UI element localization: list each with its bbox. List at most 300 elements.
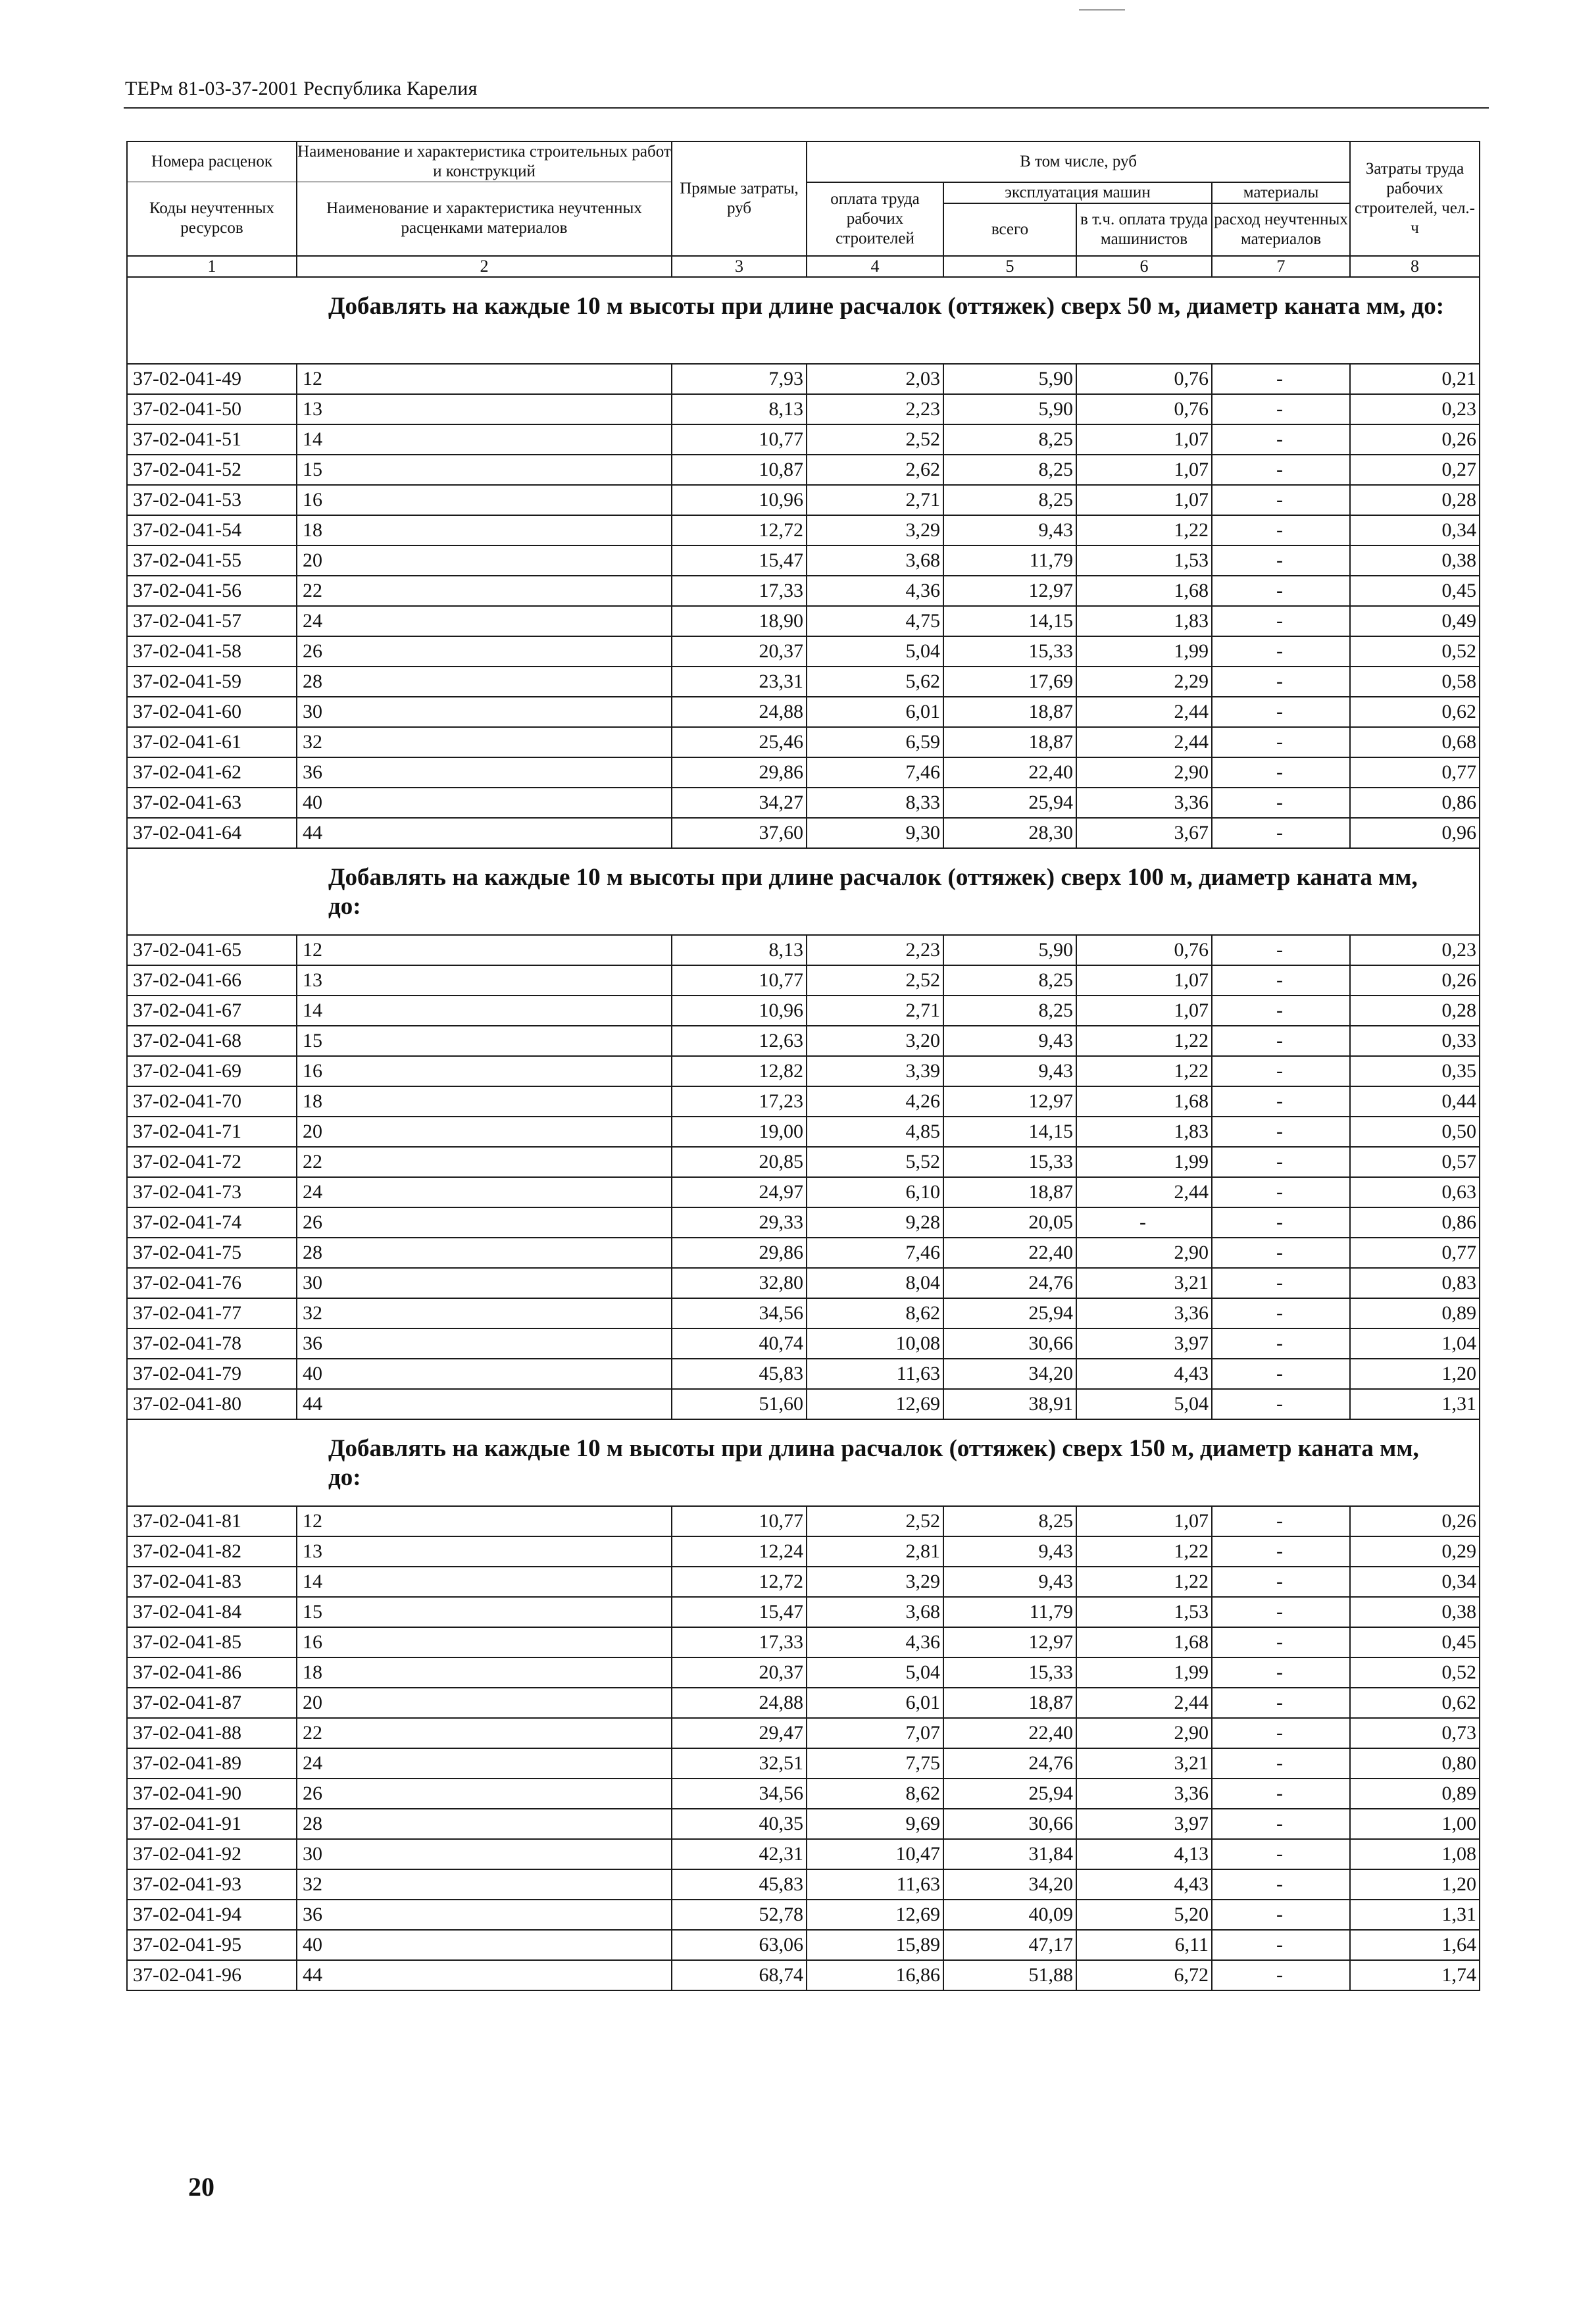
labor-costs-cell: 1,31 [1350,1389,1480,1419]
materials-cell: - [1212,1718,1350,1748]
labor-costs-cell: 0,52 [1350,1657,1480,1688]
worker-wages-cell: 2,71 [807,485,943,515]
table-row [127,1960,1480,1990]
operator-wages-cell: 3,21 [1076,1268,1212,1298]
machines-total-cell: 22,40 [943,757,1076,788]
materials-cell: - [1212,1779,1350,1809]
worker-wages-cell: 4,36 [807,1627,943,1657]
table-row [127,788,1480,818]
materials-cell: - [1212,1147,1350,1177]
materials-cell: - [1212,424,1350,455]
materials-cell: - [1212,1359,1350,1389]
operator-wages-cell: 2,44 [1076,727,1212,757]
machines-total-cell: 22,40 [943,1238,1076,1268]
labor-costs-cell: 0,38 [1350,545,1480,576]
labor-costs-cell: 0,73 [1350,1718,1480,1748]
materials-cell: - [1212,1657,1350,1688]
rate-code-cell: 37-02-041-52 [127,455,297,485]
scan-artifact-line [1079,9,1125,11]
labor-costs-cell: 0,34 [1350,1567,1480,1597]
materials-cell: - [1212,1839,1350,1869]
rope-diameter-cell: 26 [297,636,672,667]
materials-cell: - [1212,364,1350,394]
labor-costs-cell: 0,86 [1350,788,1480,818]
direct-costs-cell: 24,88 [672,1688,807,1718]
labor-costs-cell: 0,33 [1350,1026,1480,1056]
table-row [127,1268,1480,1298]
direct-costs-cell: 29,86 [672,1238,807,1268]
materials-cell: - [1212,818,1350,848]
column-number: 7 [1212,256,1350,277]
worker-wages-cell: 6,59 [807,727,943,757]
machines-total-cell: 25,94 [943,1779,1076,1809]
rate-code-cell: 37-02-041-58 [127,636,297,667]
machines-total-cell: 8,25 [943,455,1076,485]
machines-total-cell: 15,33 [943,1657,1076,1688]
machines-total-cell: 9,43 [943,1536,1076,1567]
labor-costs-cell: 0,62 [1350,697,1480,727]
worker-wages-cell: 8,62 [807,1779,943,1809]
rope-diameter-cell: 20 [297,1117,672,1147]
direct-costs-cell: 10,77 [672,424,807,455]
operator-wages-cell: 1,07 [1076,485,1212,515]
header-worker-wages: оплата труда рабочих строителей [807,182,943,256]
direct-costs-cell: 12,82 [672,1056,807,1086]
table-row [127,1026,1480,1056]
direct-costs-cell: 20,37 [672,1657,807,1688]
rope-diameter-cell: 16 [297,1056,672,1086]
materials-cell: - [1212,455,1350,485]
rate-code-cell: 37-02-041-82 [127,1536,297,1567]
labor-costs-cell: 0,45 [1350,576,1480,606]
rate-code-cell: 37-02-041-71 [127,1117,297,1147]
direct-costs-cell: 40,35 [672,1809,807,1839]
materials-cell: - [1212,1207,1350,1238]
worker-wages-cell: 9,69 [807,1809,943,1839]
materials-cell: - [1212,1597,1350,1627]
machines-total-cell: 5,90 [943,394,1076,424]
worker-wages-cell: 2,23 [807,935,943,965]
direct-costs-cell: 68,74 [672,1960,807,1990]
direct-costs-cell: 10,96 [672,485,807,515]
worker-wages-cell: 5,04 [807,1657,943,1688]
machines-total-cell: 22,40 [943,1718,1076,1748]
rate-code-cell: 37-02-041-76 [127,1268,297,1298]
table-row [127,1328,1480,1359]
machines-total-cell: 9,43 [943,1056,1076,1086]
rope-diameter-cell: 22 [297,1718,672,1748]
table-row [127,455,1480,485]
table-row [127,667,1480,697]
column-number: 8 [1350,256,1480,277]
materials-cell: - [1212,636,1350,667]
table-row [127,727,1480,757]
direct-costs-cell: 10,87 [672,455,807,485]
rate-code-cell: 37-02-041-77 [127,1298,297,1328]
header-material-name: Наименование и характеристика неучтенных расценками материалов [297,182,672,256]
machines-total-cell: 30,66 [943,1328,1076,1359]
rope-diameter-cell: 12 [297,935,672,965]
machines-total-cell: 31,84 [943,1839,1076,1869]
direct-costs-cell: 12,63 [672,1026,807,1056]
worker-wages-cell: 2,81 [807,1536,943,1567]
rope-diameter-cell: 26 [297,1207,672,1238]
labor-costs-cell: 0,23 [1350,394,1480,424]
header-labor-costs: Затраты труда рабочих строителей, чел.-ч [1350,141,1480,256]
rate-code-cell: 37-02-041-59 [127,667,297,697]
materials-cell: - [1212,1869,1350,1900]
operator-wages-cell: - [1076,1207,1212,1238]
direct-costs-cell: 32,80 [672,1268,807,1298]
materials-cell: - [1212,1298,1350,1328]
machines-total-cell: 38,91 [943,1389,1076,1419]
direct-costs-cell: 29,33 [672,1207,807,1238]
rate-code-cell: 37-02-041-85 [127,1627,297,1657]
rate-code-cell: 37-02-041-74 [127,1207,297,1238]
machines-total-cell: 24,76 [943,1748,1076,1779]
machines-total-cell: 34,20 [943,1359,1076,1389]
operator-wages-cell: 1,53 [1076,545,1212,576]
materials-cell: - [1212,697,1350,727]
table-row [127,935,1480,965]
worker-wages-cell: 8,04 [807,1268,943,1298]
rope-diameter-cell: 30 [297,1839,672,1869]
rate-code-cell: 37-02-041-92 [127,1839,297,1869]
table-row [127,1207,1480,1238]
labor-costs-cell: 0,58 [1350,667,1480,697]
operator-wages-cell: 0,76 [1076,364,1212,394]
rope-diameter-cell: 24 [297,1748,672,1779]
operator-wages-cell: 1,68 [1076,1627,1212,1657]
rate-code-cell: 37-02-041-57 [127,606,297,636]
header-rule [124,107,1489,109]
table-row [127,424,1480,455]
rate-code-cell: 37-02-041-69 [127,1056,297,1086]
header-material-consumption: расход неучтенных материалов [1212,203,1350,256]
direct-costs-cell: 12,24 [672,1536,807,1567]
table-row [127,1597,1480,1627]
rate-code-cell: 37-02-041-94 [127,1900,297,1930]
direct-costs-cell: 8,13 [672,935,807,965]
rate-code-cell: 37-02-041-66 [127,965,297,996]
column-number: 6 [1076,256,1212,277]
worker-wages-cell: 11,63 [807,1359,943,1389]
table-row [127,1900,1480,1930]
worker-wages-cell: 3,20 [807,1026,943,1056]
labor-costs-cell: 0,57 [1350,1147,1480,1177]
labor-costs-cell: 0,77 [1350,1238,1480,1268]
table-row [127,1718,1480,1748]
direct-costs-cell: 12,72 [672,1567,807,1597]
rope-diameter-cell: 16 [297,1627,672,1657]
labor-costs-cell: 0,77 [1350,757,1480,788]
direct-costs-cell: 24,88 [672,697,807,727]
worker-wages-cell: 9,30 [807,818,943,848]
operator-wages-cell: 3,97 [1076,1328,1212,1359]
worker-wages-cell: 5,04 [807,636,943,667]
header-resource-codes: Коды неучтенных ресурсов [127,182,297,256]
direct-costs-cell: 8,13 [672,394,807,424]
rope-diameter-cell: 32 [297,1298,672,1328]
rate-code-cell: 37-02-041-75 [127,1238,297,1268]
table-row [127,1177,1480,1207]
direct-costs-cell: 34,56 [672,1298,807,1328]
column-number: 3 [672,256,807,277]
section-header-row [127,1419,1480,1506]
materials-cell: - [1212,757,1350,788]
worker-wages-cell: 2,52 [807,965,943,996]
worker-wages-cell: 7,46 [807,1238,943,1268]
worker-wages-cell: 8,33 [807,788,943,818]
worker-wages-cell: 5,52 [807,1147,943,1177]
operator-wages-cell: 2,90 [1076,1238,1212,1268]
worker-wages-cell: 2,71 [807,996,943,1026]
operator-wages-cell: 2,29 [1076,667,1212,697]
materials-cell: - [1212,788,1350,818]
direct-costs-cell: 52,78 [672,1900,807,1930]
direct-costs-cell: 34,56 [672,1779,807,1809]
worker-wages-cell: 6,01 [807,697,943,727]
table-row [127,1238,1480,1268]
labor-costs-cell: 0,35 [1350,1056,1480,1086]
rope-diameter-cell: 32 [297,727,672,757]
table-row [127,1298,1480,1328]
rate-code-cell: 37-02-041-54 [127,515,297,545]
labor-costs-cell: 1,64 [1350,1930,1480,1960]
worker-wages-cell: 4,36 [807,576,943,606]
table-row [127,515,1480,545]
machines-total-cell: 9,43 [943,1567,1076,1597]
materials-cell: - [1212,1809,1350,1839]
operator-wages-cell: 1,99 [1076,1147,1212,1177]
table-row [127,1809,1480,1839]
table-row [127,1869,1480,1900]
rate-code-cell: 37-02-041-88 [127,1718,297,1748]
rate-code-cell: 37-02-041-91 [127,1809,297,1839]
labor-costs-cell: 0,96 [1350,818,1480,848]
section-title-cell [127,277,1480,364]
section-header-row [127,848,1480,935]
direct-costs-cell: 23,31 [672,667,807,697]
worker-wages-cell: 10,47 [807,1839,943,1869]
rate-code-cell: 37-02-041-95 [127,1930,297,1960]
machines-total-cell: 11,79 [943,1597,1076,1627]
table-row [127,757,1480,788]
worker-wages-cell: 16,86 [807,1960,943,1990]
rope-diameter-cell: 13 [297,394,672,424]
machines-total-cell: 5,90 [943,364,1076,394]
materials-cell: - [1212,965,1350,996]
materials-cell: - [1212,1238,1350,1268]
rates-table-container [126,141,1479,1991]
labor-costs-cell: 0,63 [1350,1177,1480,1207]
worker-wages-cell: 7,75 [807,1748,943,1779]
machines-total-cell: 28,30 [943,818,1076,848]
rope-diameter-cell: 26 [297,1779,672,1809]
direct-costs-cell: 25,46 [672,727,807,757]
labor-costs-cell: 0,28 [1350,485,1480,515]
table-row [127,965,1480,996]
rope-diameter-cell: 44 [297,1389,672,1419]
operator-wages-cell: 1,83 [1076,606,1212,636]
labor-costs-cell: 0,29 [1350,1536,1480,1567]
materials-cell: - [1212,1389,1350,1419]
labor-costs-cell: 0,62 [1350,1688,1480,1718]
materials-cell: - [1212,485,1350,515]
rope-diameter-cell: 32 [297,1869,672,1900]
machines-total-cell: 15,33 [943,1147,1076,1177]
rate-code-cell: 37-02-041-89 [127,1748,297,1779]
table-row [127,1117,1480,1147]
header-work-name: Наименование и характеристика строительных работ и конструкций [297,141,672,182]
section-title: Добавлять на каждые 10 м высоты при длине расчалок (оттяжек) сверх 100 м, диаметр каната мм, до: [328,863,1418,920]
rope-diameter-cell: 18 [297,515,672,545]
table-row [127,1657,1480,1688]
materials-cell: - [1212,1748,1350,1779]
worker-wages-cell: 12,69 [807,1900,943,1930]
operator-wages-cell: 3,97 [1076,1809,1212,1839]
table-row [127,1839,1480,1869]
table-row [127,394,1480,424]
rate-code-cell: 37-02-041-81 [127,1506,297,1536]
table-row [127,576,1480,606]
rate-code-cell: 37-02-041-87 [127,1688,297,1718]
rope-diameter-cell: 15 [297,1026,672,1056]
rope-diameter-cell: 12 [297,364,672,394]
materials-cell: - [1212,1268,1350,1298]
materials-cell: - [1212,1177,1350,1207]
rope-diameter-cell: 44 [297,818,672,848]
direct-costs-cell: 34,27 [672,788,807,818]
operator-wages-cell: 3,36 [1076,1298,1212,1328]
rope-diameter-cell: 40 [297,1359,672,1389]
machines-total-cell: 18,87 [943,1177,1076,1207]
worker-wages-cell: 4,85 [807,1117,943,1147]
materials-cell: - [1212,667,1350,697]
labor-costs-cell: 1,00 [1350,1809,1480,1839]
column-number: 1 [127,256,297,277]
worker-wages-cell: 3,68 [807,1597,943,1627]
rope-diameter-cell: 16 [297,485,672,515]
materials-cell: - [1212,1086,1350,1117]
worker-wages-cell: 2,52 [807,1506,943,1536]
materials-cell: - [1212,1506,1350,1536]
labor-costs-cell: 0,23 [1350,935,1480,965]
column-number: 4 [807,256,943,277]
machines-total-cell: 34,20 [943,1869,1076,1900]
operator-wages-cell: 3,67 [1076,818,1212,848]
rope-diameter-cell: 22 [297,576,672,606]
machines-total-cell: 18,87 [943,727,1076,757]
rate-code-cell: 37-02-041-65 [127,935,297,965]
rate-code-cell: 37-02-041-79 [127,1359,297,1389]
table-row [127,1389,1480,1419]
direct-costs-cell: 29,47 [672,1718,807,1748]
worker-wages-cell: 4,26 [807,1086,943,1117]
machines-total-cell: 25,94 [943,1298,1076,1328]
rope-diameter-cell: 24 [297,606,672,636]
worker-wages-cell: 10,08 [807,1328,943,1359]
operator-wages-cell: 6,11 [1076,1930,1212,1960]
materials-cell: - [1212,1056,1350,1086]
labor-costs-cell: 0,28 [1350,996,1480,1026]
table-row [127,1930,1480,1960]
machines-total-cell: 25,94 [943,788,1076,818]
rope-diameter-cell: 18 [297,1086,672,1117]
machines-total-cell: 9,43 [943,1026,1076,1056]
rate-code-cell: 37-02-041-70 [127,1086,297,1117]
operator-wages-cell: 3,36 [1076,1779,1212,1809]
rope-diameter-cell: 15 [297,1597,672,1627]
worker-wages-cell: 7,07 [807,1718,943,1748]
rate-code-cell: 37-02-041-67 [127,996,297,1026]
section-title: Добавлять на каждые 10 м высоты при длина расчалок (оттяжек) сверх 150 м, диаметр каната мм, до: [328,1434,1419,1491]
labor-costs-cell: 1,74 [1350,1960,1480,1990]
table-row [127,1688,1480,1718]
rope-diameter-cell: 14 [297,424,672,455]
header-including-group: В том числе, руб [807,141,1350,182]
machines-total-cell: 8,25 [943,485,1076,515]
operator-wages-cell: 1,68 [1076,576,1212,606]
machines-total-cell: 8,25 [943,1506,1076,1536]
materials-cell: - [1212,727,1350,757]
labor-costs-cell: 0,86 [1350,1207,1480,1238]
rate-code-cell: 37-02-041-64 [127,818,297,848]
operator-wages-cell: 1,07 [1076,455,1212,485]
operator-wages-cell: 2,90 [1076,757,1212,788]
operator-wages-cell: 2,44 [1076,1688,1212,1718]
labor-costs-cell: 0,26 [1350,1506,1480,1536]
rope-diameter-cell: 36 [297,757,672,788]
section-title: Добавлять на каждые 10 м высоты при длине расчалок (оттяжек) сверх 50 м, диаметр каната мм, до: [328,292,1445,320]
direct-costs-cell: 20,85 [672,1147,807,1177]
direct-costs-cell: 63,06 [672,1930,807,1960]
materials-cell: - [1212,576,1350,606]
materials-cell: - [1212,1567,1350,1597]
operator-wages-cell: 1,07 [1076,424,1212,455]
rate-code-cell: 37-02-041-90 [127,1779,297,1809]
worker-wages-cell: 7,46 [807,757,943,788]
direct-costs-cell: 17,33 [672,1627,807,1657]
rope-diameter-cell: 40 [297,1930,672,1960]
worker-wages-cell: 2,23 [807,394,943,424]
worker-wages-cell: 2,62 [807,455,943,485]
rate-code-cell: 37-02-041-73 [127,1177,297,1207]
operator-wages-cell: 1,07 [1076,1506,1212,1536]
labor-costs-cell: 0,52 [1350,636,1480,667]
direct-costs-cell: 12,72 [672,515,807,545]
operator-wages-cell: 1,53 [1076,1597,1212,1627]
direct-costs-cell: 51,60 [672,1389,807,1419]
rope-diameter-cell: 28 [297,667,672,697]
labor-costs-cell: 0,34 [1350,515,1480,545]
table-row [127,1506,1480,1536]
labor-costs-cell: 0,80 [1350,1748,1480,1779]
materials-cell: - [1212,606,1350,636]
rates-table [126,141,1480,1991]
direct-costs-cell: 19,00 [672,1117,807,1147]
operator-wages-cell: 4,13 [1076,1839,1212,1869]
worker-wages-cell: 3,29 [807,1567,943,1597]
labor-costs-cell: 0,83 [1350,1268,1480,1298]
machines-total-cell: 12,97 [943,1627,1076,1657]
labor-costs-cell: 0,49 [1350,606,1480,636]
labor-costs-cell: 0,45 [1350,1627,1480,1657]
worker-wages-cell: 2,52 [807,424,943,455]
worker-wages-cell: 3,39 [807,1056,943,1086]
section-title-cell [127,848,1480,935]
operator-wages-cell: 1,22 [1076,1536,1212,1567]
